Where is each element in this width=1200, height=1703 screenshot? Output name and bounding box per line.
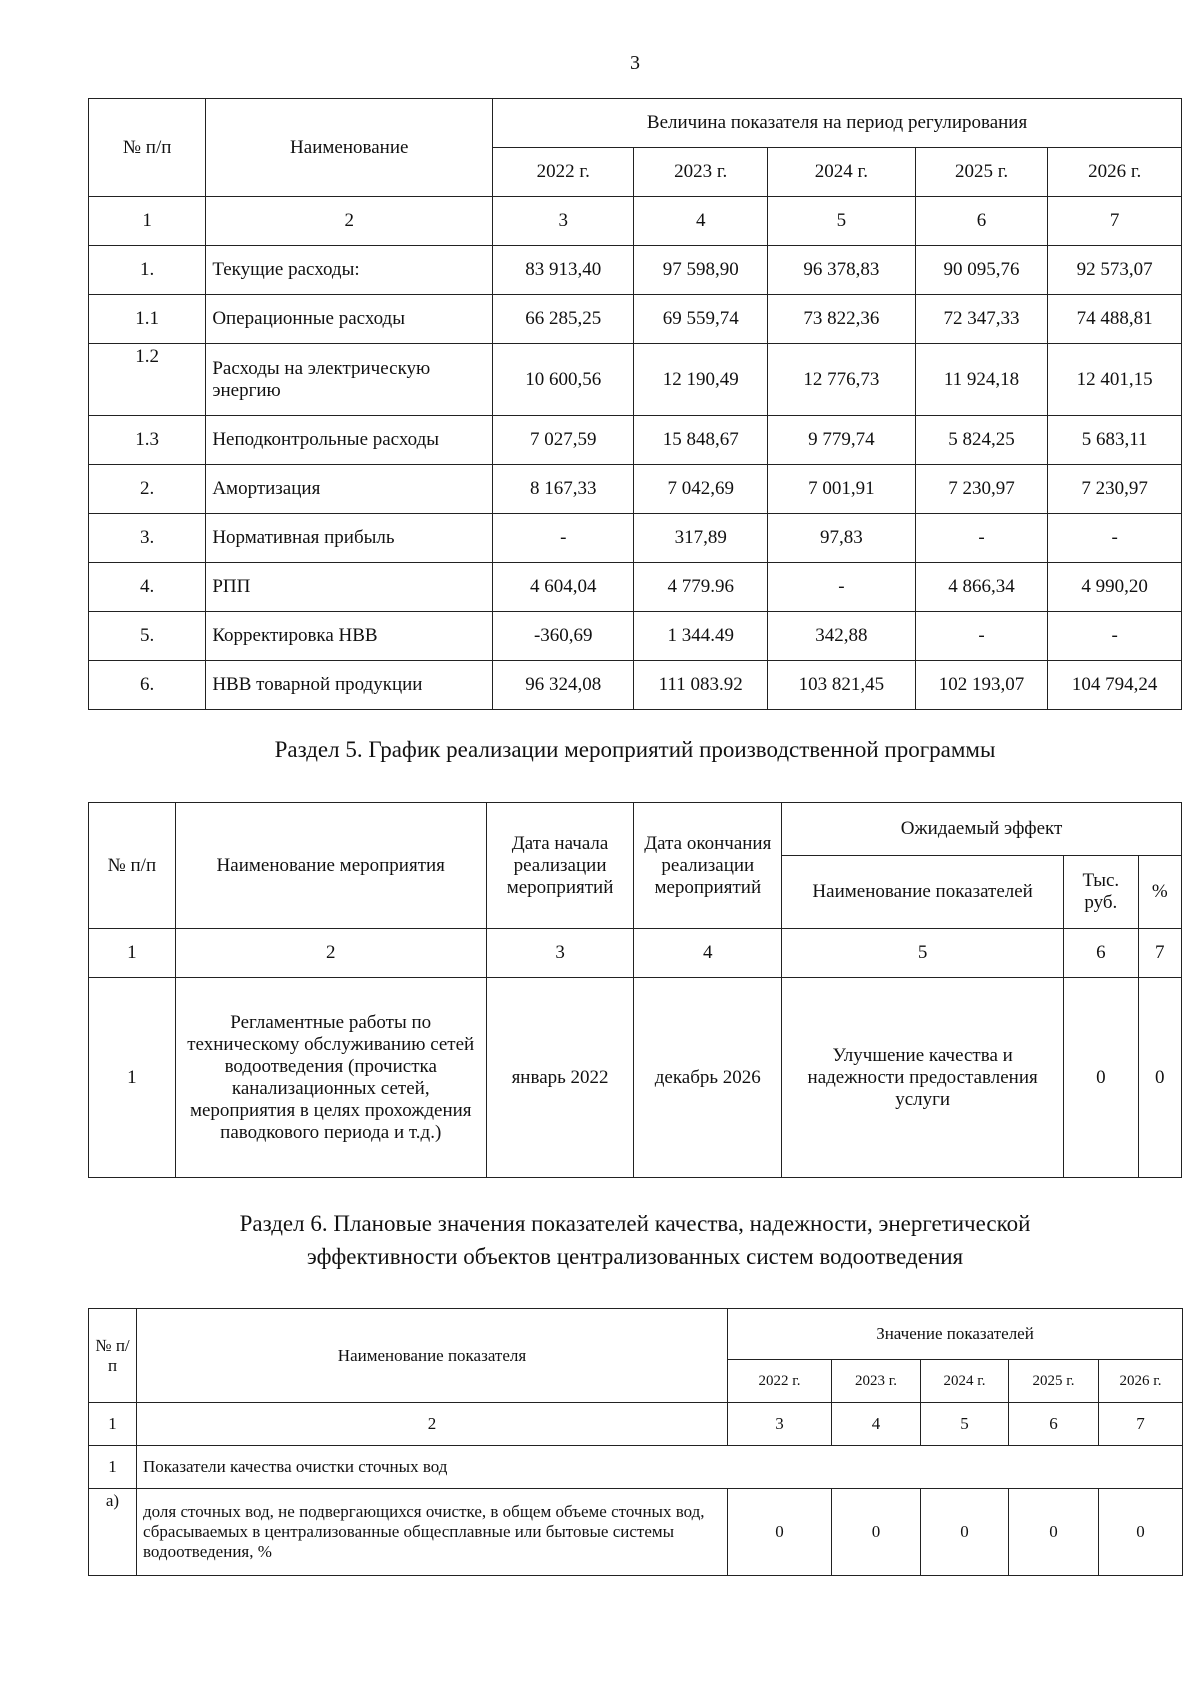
row-number: 5.: [89, 612, 206, 661]
col-number: 2: [206, 197, 493, 246]
thousand-rub-value: 0: [1064, 978, 1138, 1178]
header-year: 2024 г.: [768, 148, 916, 197]
col-number: 6: [1064, 929, 1138, 978]
value-cell: 103 821,45: [768, 661, 916, 710]
section-5-title: Раздел 5. График реализации мероприятий производственной программы: [274, 737, 996, 762]
value-cell: 73 822,36: [768, 295, 916, 344]
header-end-date: Дата окончания реализации мероприятий: [634, 803, 782, 929]
indicator-name: Улучшение качества и надежности предоставления услуги: [782, 978, 1064, 1178]
header-values-group: Значение показателей: [728, 1309, 1183, 1360]
value-cell: 5 824,25: [915, 416, 1048, 465]
col-number: 5: [921, 1403, 1009, 1446]
column-number-row: [89, 929, 1182, 978]
table-row: [89, 416, 1182, 465]
header-number: № п/п: [89, 803, 176, 929]
row-number: 2.: [89, 465, 206, 514]
header-thousand-rub: Тыс. руб.: [1064, 856, 1138, 929]
col-number: 6: [1009, 1403, 1099, 1446]
value-cell: 104 794,24: [1048, 661, 1182, 710]
group-row: [89, 1446, 1183, 1489]
header-year: 2023 г.: [832, 1360, 921, 1403]
header-indicator-name: Наименование показателя: [137, 1309, 728, 1403]
col-number: 7: [1099, 1403, 1183, 1446]
col-number: 3: [486, 929, 634, 978]
regulation-period-table: [88, 98, 1182, 710]
row-number: 1: [89, 978, 176, 1178]
value-cell: 7 001,91: [768, 465, 916, 514]
row-name: Корректировка НВВ: [206, 612, 493, 661]
col-number: 4: [832, 1403, 921, 1446]
quality-indicators-table: [88, 1308, 1183, 1576]
header-year: 2022 г.: [728, 1360, 832, 1403]
row-name: Неподконтрольные расходы: [206, 416, 493, 465]
row-number: 4.: [89, 563, 206, 612]
value-cell: -: [915, 612, 1048, 661]
header-year: 2022 г.: [493, 148, 634, 197]
value-cell: 12 190,49: [634, 344, 768, 416]
col-number: 2: [137, 1403, 728, 1446]
header-percent: %: [1138, 856, 1181, 929]
section-6-title-line-2: эффективности объектов централизованных систем водоотведения: [306, 1244, 964, 1269]
value-cell: 72 347,33: [915, 295, 1048, 344]
value-cell: 9 779,74: [768, 416, 916, 465]
row-name: Текущие расходы:: [206, 246, 493, 295]
table-row: [89, 465, 1182, 514]
row-number: 3.: [89, 514, 206, 563]
value-cell: 96 378,83: [768, 246, 916, 295]
table-row: [89, 246, 1182, 295]
row-name: Операционные расходы: [206, 295, 493, 344]
col-number: 5: [782, 929, 1064, 978]
row-name: Амортизация: [206, 465, 493, 514]
value-cell: -360,69: [493, 612, 634, 661]
col-number: 1: [89, 197, 206, 246]
header-period-group: Величина показателя на период регулирования: [493, 99, 1182, 148]
col-number: 7: [1138, 929, 1181, 978]
column-number-row: [89, 197, 1182, 246]
percent-value: 0: [1138, 978, 1181, 1178]
col-number: 4: [634, 929, 782, 978]
section-6-title-line-1: Раздел 6. Плановые значения показателей качества, надежности, энергетической: [239, 1211, 1031, 1236]
col-number: 3: [728, 1403, 832, 1446]
indicator-value: 0: [728, 1489, 832, 1576]
row-number: 1: [89, 1446, 137, 1489]
header-year: 2025 г.: [915, 148, 1048, 197]
header-number: № п/п: [89, 1309, 137, 1403]
value-cell: -: [768, 563, 916, 612]
indicator-value: 0: [832, 1489, 921, 1576]
value-cell: 7 230,97: [915, 465, 1048, 514]
col-number: 6: [915, 197, 1048, 246]
value-cell: 4 990,20: [1048, 563, 1182, 612]
row-name: РПП: [206, 563, 493, 612]
section-6-title: [88, 1207, 1182, 1273]
value-cell: 15 848,67: [634, 416, 768, 465]
value-cell: 90 095,76: [915, 246, 1048, 295]
table-row: [89, 612, 1182, 661]
header-expected-effect: Ожидаемый эффект: [782, 803, 1182, 856]
value-cell: 96 324,08: [493, 661, 634, 710]
value-cell: -: [493, 514, 634, 563]
table-row: [89, 295, 1182, 344]
value-cell: 102 193,07: [915, 661, 1048, 710]
table-row: [89, 344, 1182, 416]
value-cell: 1 344.49: [634, 612, 768, 661]
table-row: [89, 1489, 1183, 1576]
page-number: 3: [630, 52, 640, 74]
row-number: 1.: [89, 246, 206, 295]
header-year: 2024 г.: [921, 1360, 1009, 1403]
value-cell: 317,89: [634, 514, 768, 563]
indicator-value: 0: [1009, 1489, 1099, 1576]
indicator-value: 0: [921, 1489, 1009, 1576]
value-cell: 4 866,34: [915, 563, 1048, 612]
value-cell: 69 559,74: [634, 295, 768, 344]
value-cell: 342,88: [768, 612, 916, 661]
value-cell: 4 604,04: [493, 563, 634, 612]
value-cell: 66 285,25: [493, 295, 634, 344]
table-row: [89, 514, 1182, 563]
value-cell: 5 683,11: [1048, 416, 1182, 465]
row-name: НВВ товарной продукции: [206, 661, 493, 710]
header-year: 2023 г.: [634, 148, 768, 197]
value-cell: 8 167,33: [493, 465, 634, 514]
value-cell: -: [1048, 514, 1182, 563]
value-cell: 10 600,56: [493, 344, 634, 416]
row-number: а): [89, 1489, 137, 1576]
value-cell: 97,83: [768, 514, 916, 563]
indicator-name: доля сточных вод, не подвергающихся очистке, в общем объеме сточных вод, сбрасываемых в централизованные общесплавные или бытовые системы водоотведения, %: [137, 1489, 728, 1576]
table-row: [89, 563, 1182, 612]
header-number: № п/п: [89, 99, 206, 197]
col-number: 7: [1048, 197, 1182, 246]
col-number: 1: [89, 929, 176, 978]
header-year: 2026 г.: [1099, 1360, 1183, 1403]
header-year: 2025 г.: [1009, 1360, 1099, 1403]
value-cell: 74 488,81: [1048, 295, 1182, 344]
value-cell: 83 913,40: [493, 246, 634, 295]
value-cell: 11 924,18: [915, 344, 1048, 416]
row-number: 6.: [89, 661, 206, 710]
col-number: 1: [89, 1403, 137, 1446]
event-name: Регламентные работы по техническому обслуживанию сетей водоотведения (прочистка канализационных сетей, мероприятия в целях прохождения паводкового периода и т.д.): [175, 978, 486, 1178]
value-cell: 12 401,15: [1048, 344, 1182, 416]
start-date: январь 2022: [486, 978, 634, 1178]
schedule-table: [88, 802, 1182, 1178]
col-number: 3: [493, 197, 634, 246]
value-cell: -: [915, 514, 1048, 563]
header-indicator-name: Наименование показателей: [782, 856, 1064, 929]
column-number-row: [89, 1403, 1183, 1446]
header-name: Наименование: [206, 99, 493, 197]
header-year: 2026 г.: [1048, 148, 1182, 197]
col-number: 2: [175, 929, 486, 978]
value-cell: -: [1048, 612, 1182, 661]
indicator-value: 0: [1099, 1489, 1183, 1576]
group-name: Показатели качества очистки сточных вод: [137, 1446, 1183, 1489]
col-number: 4: [634, 197, 768, 246]
value-cell: 97 598,90: [634, 246, 768, 295]
value-cell: 12 776,73: [768, 344, 916, 416]
header-event-name: Наименование мероприятия: [175, 803, 486, 929]
header-start-date: Дата начала реализации мероприятий: [486, 803, 634, 929]
table-row: [89, 978, 1182, 1178]
value-cell: 92 573,07: [1048, 246, 1182, 295]
value-cell: 7 230,97: [1048, 465, 1182, 514]
row-number: 1.3: [89, 416, 206, 465]
value-cell: 4 779.96: [634, 563, 768, 612]
row-number: 1.1: [89, 295, 206, 344]
row-name: Расходы на электрическую энергию: [206, 344, 493, 416]
value-cell: 7 027,59: [493, 416, 634, 465]
value-cell: 7 042,69: [634, 465, 768, 514]
col-number: 5: [768, 197, 916, 246]
table-row: [89, 661, 1182, 710]
end-date: декабрь 2026: [634, 978, 782, 1178]
row-number: 1.2: [89, 344, 206, 416]
value-cell: 111 083.92: [634, 661, 768, 710]
row-name: Нормативная прибыль: [206, 514, 493, 563]
